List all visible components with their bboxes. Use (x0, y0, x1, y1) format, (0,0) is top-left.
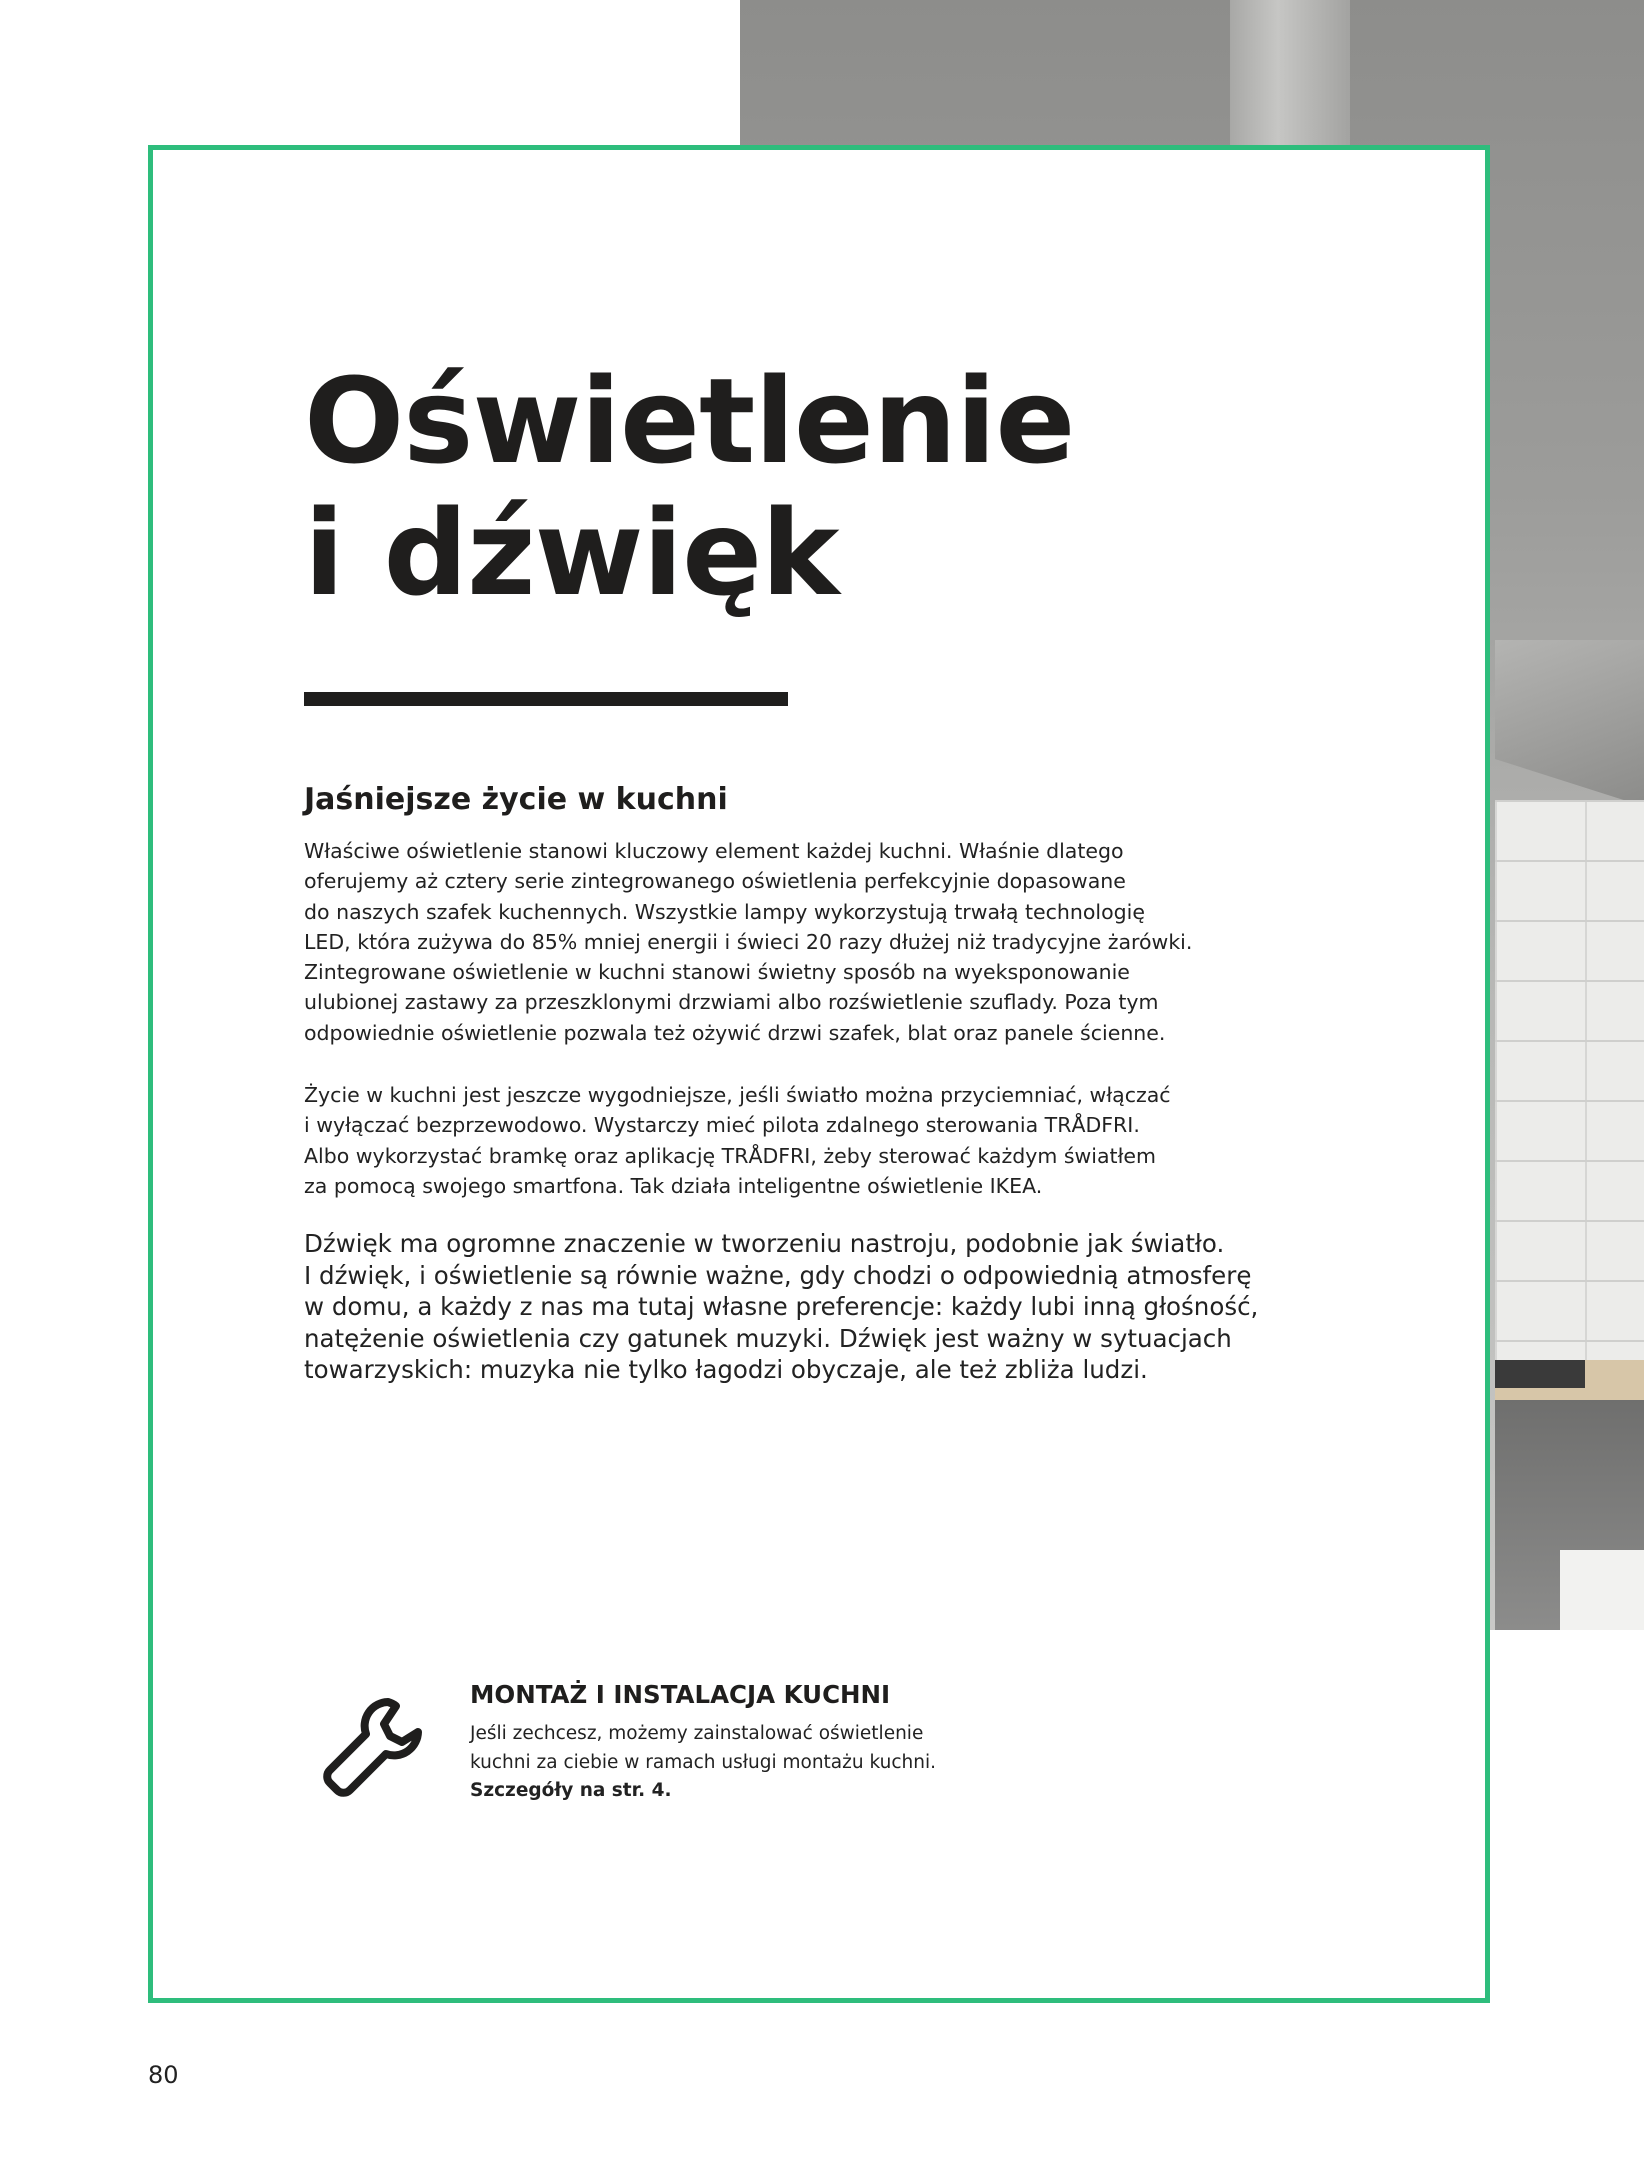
hob (1495, 1360, 1585, 1388)
text-line: ulubionej zastawy za przeszklonymi drzwiami albo rozświetlenie szuflady. Poza tym (304, 990, 1159, 1015)
white-box (1560, 1550, 1644, 1630)
infobox-title: MONTAŻ I INSTALACJA KUCHNI (470, 1680, 891, 1709)
text-line: natężenie oświetlenia czy gatunek muzyki. Dźwięk jest ważny w sytuacjach (304, 1323, 1232, 1353)
text-line: i wyłączać bezprzewodowo. Wystarczy mieć pilota zdalnego sterowania TRÅDFRI. (304, 1113, 1140, 1138)
subheading: Jaśniejsze życie w kuchni (304, 782, 728, 817)
wall-tiles (1495, 800, 1644, 1360)
paragraph-smart-lighting (304, 1080, 1171, 1201)
page-number: 80 (148, 2061, 179, 2089)
text-line: odpowiednie oświetlenie pozwala też ożywić drzwi szafek, blat oraz panele ścienne. (304, 1020, 1166, 1045)
text-line: Dźwięk ma ogromne znaczenie w tworzeniu nastroju, podobnie jak światło. (304, 1229, 1225, 1258)
text-line: Albo wykorzystać bramkę oraz aplikację TRÅDFRI, żeby sterować każdym światłem (304, 1143, 1156, 1168)
paragraph-sound (304, 1228, 1258, 1386)
text-line: Jeśli zechcesz, możemy zainstalować oświetlenie (470, 1723, 924, 1744)
text-line: w domu, a każdy z nas ma tutaj własne preferencje: każdy lubi inną głośność, (304, 1292, 1259, 1321)
text-line: Właściwe oświetlenie stanowi kluczowy element każdej kuchni. Właśnie dlatego (304, 839, 1124, 863)
paragraph-lighting (304, 836, 1192, 1048)
text-line: do naszych szafek kuchennych. Wszystkie lampy wykorzystują trwałą technologię (304, 899, 1145, 924)
wrench-icon (318, 1692, 428, 1802)
details-reference: Szczegóły na str. 4. (470, 1780, 672, 1801)
text-line: za pomocą swojego smartfona. Tak działa inteligentne oświetlenie IKEA. (304, 1173, 1043, 1198)
text-line: oferujemy aż cztery serie zintegrowanego oświetlenia perfekcyjnie dopasowane (304, 869, 1126, 894)
title-line: Oświetlenie (304, 352, 1075, 490)
page-title (304, 352, 1075, 622)
cooker-hood (1495, 640, 1644, 810)
title-underline (304, 692, 788, 706)
text-line: towarzyskich: muzyka nie tylko łagodzi obyczaje, ale też zbliża ludzi. (304, 1355, 1148, 1384)
text-line: I dźwięk, i oświetlenie są równie ważne, gdy chodzi o odpowiednią atmosferę (304, 1260, 1252, 1290)
infobox-text (470, 1720, 936, 1806)
text-line: Życie w kuchni jest jeszcze wygodniejsze, jeśli światło można przyciemniać, włączać (304, 1083, 1171, 1107)
text-line: Zintegrowane oświetlenie w kuchni stanowi świetny sposób na wyeksponowanie (304, 960, 1130, 985)
text-line: kuchni za ciebie w ramach usługi montażu kuchni. (470, 1751, 936, 1773)
title-line: i dźwięk (304, 484, 839, 622)
text-line: LED, która zużywa do 85% mniej energii i świeci 20 razy dłużej niż tradycyjne żarówki. (304, 929, 1193, 954)
